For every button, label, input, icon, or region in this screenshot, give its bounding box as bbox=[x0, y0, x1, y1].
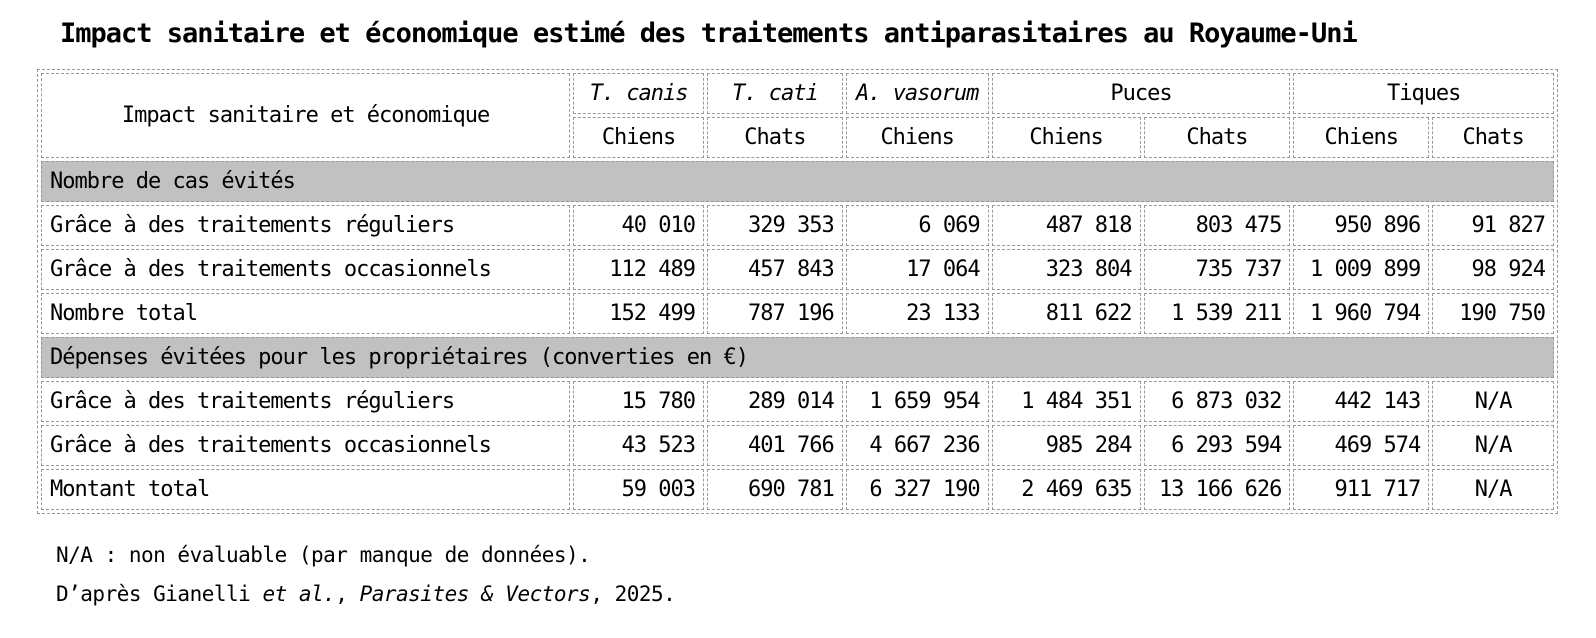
subheader-cell: Chiens bbox=[992, 117, 1141, 158]
etal-text: et al. bbox=[262, 581, 336, 606]
value-cell: 1 539 211 bbox=[1144, 293, 1291, 334]
table-row bbox=[41, 425, 1554, 466]
table-row bbox=[41, 381, 1554, 422]
footnotes bbox=[56, 536, 1560, 614]
value-cell: 1 484 351 bbox=[992, 381, 1141, 422]
na-cell: N/A bbox=[1432, 381, 1554, 422]
colgroup-header-t-cati: T. cati bbox=[707, 73, 843, 114]
value-cell: 1 009 899 bbox=[1293, 249, 1429, 290]
value-cell: 6 873 032 bbox=[1144, 381, 1291, 422]
value-cell: 289 014 bbox=[707, 381, 843, 422]
value-cell: 469 574 bbox=[1293, 425, 1429, 466]
source-footnote bbox=[56, 575, 1560, 614]
value-cell: 190 750 bbox=[1432, 293, 1554, 334]
value-cell: 112 489 bbox=[573, 249, 704, 290]
value-cell: 15 780 bbox=[573, 381, 704, 422]
value-cell: 1 960 794 bbox=[1293, 293, 1429, 334]
source-suffix-text: , 2025. bbox=[590, 581, 676, 606]
value-cell: 40 010 bbox=[573, 205, 704, 246]
value-cell: 323 804 bbox=[992, 249, 1141, 290]
subheader-cell: Chats bbox=[1432, 117, 1554, 158]
na-footnote: N/A : non évaluable (par manque de données). bbox=[56, 543, 591, 567]
value-cell: 911 717 bbox=[1293, 469, 1429, 510]
row-label-cell: Grâce à des traitements réguliers bbox=[41, 381, 570, 422]
value-cell: 735 737 bbox=[1144, 249, 1291, 290]
value-cell: 787 196 bbox=[707, 293, 843, 334]
value-cell: 6 293 594 bbox=[1144, 425, 1291, 466]
impact-table bbox=[37, 69, 1558, 514]
subheader-cell: Chiens bbox=[573, 117, 704, 158]
row-label-cell: Nombre total bbox=[41, 293, 570, 334]
value-cell: 803 475 bbox=[1144, 205, 1291, 246]
value-cell: 91 827 bbox=[1432, 205, 1554, 246]
value-cell: 152 499 bbox=[573, 293, 704, 334]
value-cell: 13 166 626 bbox=[1144, 469, 1291, 510]
value-cell: 2 469 635 bbox=[992, 469, 1141, 510]
colgroup-header-a-vasorum: A. vasorum bbox=[846, 73, 989, 114]
table-row bbox=[41, 469, 1554, 510]
table-row bbox=[41, 293, 1554, 334]
column-group-header-row bbox=[41, 73, 1554, 114]
value-cell: 43 523 bbox=[573, 425, 704, 466]
colgroup-header-t-canis: T. canis bbox=[573, 73, 704, 114]
colgroup-header-puces: Puces bbox=[992, 73, 1291, 114]
section-header-cell: Dépenses évitées pour les propriétaires (converties en €) bbox=[41, 337, 1554, 378]
value-cell: 811 622 bbox=[992, 293, 1141, 334]
value-cell: 17 064 bbox=[846, 249, 989, 290]
value-cell: 985 284 bbox=[992, 425, 1141, 466]
source-prefix-text: D’après Gianelli bbox=[56, 581, 263, 606]
row-label-cell: Montant total bbox=[41, 469, 570, 510]
value-cell: 59 003 bbox=[573, 469, 704, 510]
value-cell: 690 781 bbox=[707, 469, 843, 510]
source-separator-text: , bbox=[335, 581, 360, 606]
value-cell: 401 766 bbox=[707, 425, 843, 466]
value-cell: 442 143 bbox=[1293, 381, 1429, 422]
section-header-row bbox=[41, 161, 1554, 202]
row-label-cell: Grâce à des traitements occasionnels bbox=[41, 249, 570, 290]
na-cell: N/A bbox=[1432, 425, 1554, 466]
section-header-cell: Nombre de cas évités bbox=[41, 161, 1554, 202]
journal-title-text: Parasites & Vectors bbox=[359, 581, 591, 606]
value-cell: 457 843 bbox=[707, 249, 843, 290]
value-cell: 329 353 bbox=[707, 205, 843, 246]
table-row bbox=[41, 205, 1554, 246]
subheader-cell: Chats bbox=[1144, 117, 1291, 158]
table-row bbox=[41, 249, 1554, 290]
subheader-cell: Chats bbox=[707, 117, 843, 158]
colgroup-header-tiques: Tiques bbox=[1293, 73, 1554, 114]
row-label-cell: Grâce à des traitements occasionnels bbox=[41, 425, 570, 466]
value-cell: 23 133 bbox=[846, 293, 989, 334]
value-cell: 4 667 236 bbox=[846, 425, 989, 466]
corner-header-cell: Impact sanitaire et économique bbox=[41, 73, 570, 158]
row-label-cell: Grâce à des traitements réguliers bbox=[41, 205, 570, 246]
value-cell: 98 924 bbox=[1432, 249, 1554, 290]
subheader-cell: Chiens bbox=[1293, 117, 1429, 158]
value-cell: 6 069 bbox=[846, 205, 989, 246]
subheader-cell: Chiens bbox=[846, 117, 989, 158]
na-cell: N/A bbox=[1432, 469, 1554, 510]
value-cell: 1 659 954 bbox=[846, 381, 989, 422]
value-cell: 487 818 bbox=[992, 205, 1141, 246]
section-header-row bbox=[41, 337, 1554, 378]
value-cell: 6 327 190 bbox=[846, 469, 989, 510]
value-cell: 950 896 bbox=[1293, 205, 1429, 246]
page-title: Impact sanitaire et économique estimé des traitements antiparasitaires au Royaume-Uni bbox=[60, 18, 1357, 49]
